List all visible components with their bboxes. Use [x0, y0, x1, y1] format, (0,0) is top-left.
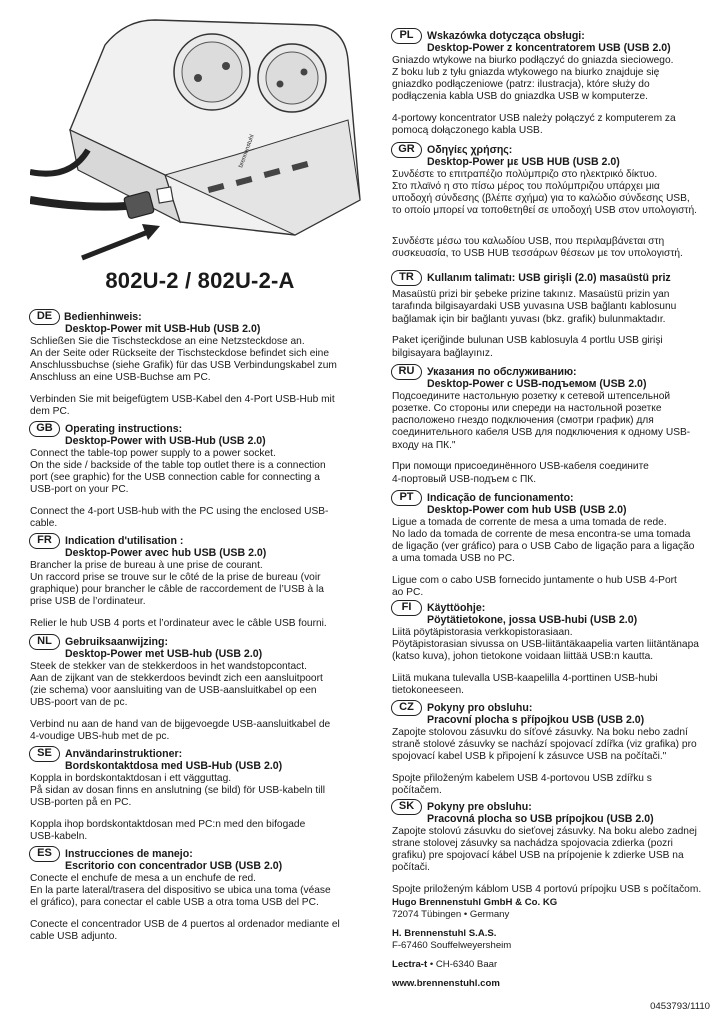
text-line: Connect the 4-port USB-hub with the PC using the enclosed USB- [30, 506, 329, 518]
section-heading: Kullanım talimatı: USB girişli (2.0) masaüstü priz [427, 271, 671, 284]
text-line: On the side / backside of the table top outlet there is a connection [30, 459, 326, 471]
text-line: An der Seite oder Rückseite der Tischsteckdose befindet sich eine [30, 347, 329, 359]
company-address-fr: F-67460 Souffelweyersheim [392, 940, 512, 951]
section-subheading: Pracovná plocha so USB prípojkou (USB 2.0) [427, 813, 654, 825]
text-line: dem PC. [30, 406, 70, 418]
section-heading: Pokyny pro obsluhu: [427, 701, 533, 714]
language-badge-sk: SK [391, 799, 422, 815]
text-line: 4-портовый USB-подъем с ПК. [392, 473, 537, 485]
section-fi [392, 598, 712, 697]
section-fr [30, 531, 370, 630]
text-line: соединительного кабеля USB для подключения к одному USB- [392, 427, 691, 439]
text-line: Συνδέστε μέσω του καλωδίου USB, που περιλαμβάνεται στη [392, 235, 665, 247]
text-line: Anschlussbuchse (siehe Grafik) für das USB Verbindungskabel zum [30, 360, 337, 372]
text-line: bağlamak için bir bağlantı yuvası (bkz. grafik) bulunmaktadır. [392, 313, 666, 325]
language-badge-gb: GB [29, 421, 60, 437]
text-line: το οποίο μπορεί να τοποθετηθεί σε υποδοχή USB στον υπολογιστή. [392, 205, 697, 217]
section-se [30, 744, 370, 843]
section-gb [30, 419, 370, 531]
text-line: Masaüstü prizi bir şebeke prizine takınız. Masaüstü prizin yan [392, 289, 670, 300]
text-line: Koppla ihop bordskontaktdosan med PC:n med den bifogade [30, 818, 306, 830]
text-line: Στο πλαϊνό η στο πίσω μέρος του πολύμπριζου υπάρχει μια [392, 180, 660, 192]
section-subheading: Pöytätietokone, jossa USB-hubi (USB 2.0) [427, 614, 638, 626]
text-line: počítači. [392, 862, 430, 874]
text-line: ao PC. [392, 587, 424, 599]
product-title: 802U-2 / 802U-2-A [105, 268, 295, 293]
section-subheading: Bordskontaktdosa med USB-Hub (USB 2.0) [65, 760, 283, 772]
company-address-ch: • CH-6340 Baar [427, 959, 498, 970]
text-line: strane stolovej zásuvky sa nachádza spojovacia zdierka (pozri [392, 837, 673, 849]
text-line: cable USB adjunto. [30, 931, 118, 943]
text-line: υποδοχή σύνδεσης (βλέπε σχήμα) για το καλώδιο σύνδεσης USB, [392, 193, 690, 205]
text-line: (zie schema) voor aansluiting van de USB-aansluitkabel op een [30, 685, 317, 697]
text-line: При помощи присоединённого USB-кабеля соедините [392, 461, 649, 473]
text-line: Paket içeriğinde bulunan USB kablosuyla 4 portlu USB girişi [392, 335, 663, 347]
text-line: UBS-poort van de pc. [30, 697, 128, 709]
text-line: Conecte el enchufe de mesa a un enchufe de red. [30, 872, 256, 884]
section-heading: Wskazówka dotycząca obsługi: [427, 29, 585, 42]
text-line: Zapojte stolovú zásuvku do sieťovej zásuvky. Na boku alebo zadnej [392, 825, 697, 837]
section-nl [30, 632, 370, 744]
section-heading: Käyttöohje: [427, 601, 486, 614]
text-line: Brancher la prise de bureau à une prise de courant. [30, 559, 263, 571]
text-line: Z boku lub z tyłu gniazda wtykowego na biurko znajduje się [392, 66, 660, 78]
language-badge-cz: CZ [391, 700, 422, 716]
section-heading: Indication d'utilisation : [65, 534, 184, 547]
language-badge-es: ES [29, 846, 60, 862]
section-subheading: Desktop-Power z koncentratorem USB (USB 2.0) [427, 42, 671, 54]
section-gr [392, 140, 712, 260]
section-heading: Gebruiksaanwijzing: [65, 635, 169, 648]
text-line: розетке. Со стороны или спереди на настольной розетке [392, 402, 662, 414]
text-line: Liitä pöytäpistorasia verkkopistorasiaan. [392, 626, 573, 638]
company-info [392, 897, 712, 990]
text-line: Conecte el concentrador USB de 4 puertos al ordenador mediante el [30, 918, 340, 930]
text-line: pomocą dołączonego kabla USB. [392, 125, 543, 137]
text-line: el gráfico), para conectar el cable USB a otra toma USB del PC. [30, 897, 319, 909]
language-badge-ru: RU [391, 364, 422, 380]
section-heading: Οδηγίες χρήσης: [427, 143, 513, 156]
text-line: spojovací kabel USB k připojení k zásuvce USB na počítači." [392, 751, 667, 763]
text-line: Gniazdo wtykowe na biurko podłączyć do gniazda sieciowego. [392, 54, 674, 66]
text-line: Koppla in bordskontaktdosan i ett vägguttag. [30, 772, 232, 784]
text-line: Anschluss an eine USB-Buchse am PC. [30, 372, 211, 384]
text-line: Zapojte stolovou zásuvku do síťové zásuvky. Na boku nebo zadní [392, 726, 688, 738]
section-heading: Указания по обслуживанию: [427, 365, 577, 378]
text-line: grafiku) pre spojovací kábel USB na prípojenie k zdierke USB na [392, 850, 684, 862]
section-subheading: Desktop-Power с USB-подъемом (USB 2.0) [427, 378, 647, 390]
section-es [30, 844, 370, 943]
section-sk [392, 797, 712, 896]
text-line: συσκευασία, το USB HUB τεσσάρων θέσεων με τον υπολογιστή. [392, 247, 683, 259]
text-line: USB-port on your PC. [30, 484, 129, 496]
language-badge-tr: TR [391, 270, 422, 286]
text-line: Connect the table-top power supply to a power socket. [30, 447, 276, 459]
section-subheading: Desktop-Power avec hub USB (USB 2.0) [65, 547, 267, 559]
section-subheading: Desktop-Power met USB-hub (USB 2.0) [65, 648, 263, 660]
language-badge-nl: NL [29, 634, 60, 650]
brand-mark: brennenstuhl [238, 134, 256, 169]
text-line: prise USB de l’ordinateur. [30, 596, 146, 608]
section-heading: Indicação de funcionamento: [427, 491, 574, 504]
text-line: Spojte priloženým káblom USB 4 portovú prípojku USB s počítačom. [392, 884, 702, 896]
text-line: Un raccord prise se trouve sur le côté de la prise de bureau (voir [30, 571, 321, 583]
language-badge-gr: GR [391, 142, 422, 158]
section-heading: Operating instructions: [65, 422, 183, 435]
language-badge-fi: FI [391, 600, 422, 616]
section-heading: Pokyny pre obsluhu: [427, 800, 532, 813]
text-line: 4-voudige UBS-hub met de pc. [30, 731, 170, 743]
text-line: Schließen Sie die Tischsteckdose an eine Netzsteckdose an. [30, 335, 305, 347]
section-heading: Instrucciones de manejo: [65, 847, 193, 860]
text-line: (katso kuva), johon tietokone voidaan liittää USB:n kautta. [392, 651, 654, 663]
text-line: graphique) pour brancher le câble de raccordement de l’USB à la [30, 584, 324, 596]
text-line: 4-portowy koncentrator USB należy połączyć z komputerem za [392, 113, 676, 125]
company-website: www.brennenstuhl.com [392, 978, 500, 989]
section-de [30, 307, 370, 419]
language-badge-pt: PT [391, 490, 422, 506]
text-line: tietokoneeseen. [392, 685, 464, 697]
section-cz [392, 698, 712, 797]
section-pl [392, 26, 712, 138]
language-badge-pl: PL [391, 28, 422, 44]
section-ru [392, 362, 712, 486]
text-line: расположено гнездо подключения (смотри график) для [392, 415, 654, 427]
section-tr [392, 268, 712, 360]
language-badge-fr: FR [29, 533, 60, 549]
section-subheading: Desktop-Power mit USB-Hub (USB 2.0) [65, 323, 261, 335]
company-name-de: Hugo Brennenstuhl GmbH & Co. KG [392, 897, 558, 908]
text-line: Pöytäpistorasian sivussa on USB-liitäntäkaapelia varten liitäntänapa [392, 638, 699, 650]
text-line: USB-porten på en PC. [30, 797, 132, 809]
text-line: En la parte lateral/trasera del dispositivo se ubica una toma (véase [30, 884, 331, 896]
section-subheading: Escritorio con concentrador USB (USB 2.0) [65, 860, 283, 872]
text-line: Steek de stekker van de stekkerdoos in het wandstopcontact. [30, 660, 307, 672]
text-line: Aan de zijkant van de stekkerdoos bevindt zich een aansluitpoort [30, 672, 323, 684]
text-line: USB-kabeln. [30, 831, 88, 843]
section-subheading: Pracovní plocha s přípojkou USB (USB 2.0) [427, 714, 645, 726]
section-heading: Bedienhinweis: [64, 310, 142, 323]
section-heading: Användarinstruktioner: [65, 747, 183, 760]
text-line: de ligação (ver gráfico) para o USB Cabo de ligação para a ligação [392, 541, 695, 553]
text-line: Liitä mukana tulevalla USB-kaapelilla 4-porttinen USB-hubi [392, 672, 658, 684]
text-line: Relier le hub USB 4 ports et l’ordinateur avec le câble USB fourni. [30, 618, 327, 630]
text-line: tarafında bilgisayardaki USB yuvasına USB bağlantı kablosunu [392, 301, 677, 313]
text-line: gniazdko podłączeniowe (patrz: ilustracja), które służy do [392, 79, 650, 91]
text-line: bilgisayara bağlayınız. [392, 347, 493, 359]
language-badge-se: SE [29, 746, 60, 762]
company-address-de: 72074 Tübingen • Germany [392, 909, 510, 920]
text-line: port (see graphic) for the USB connection cable for connecting a [30, 472, 320, 484]
text-line: Подсоедините настольную розетку к сетевой штепсельной [392, 390, 671, 402]
text-line: cable. [30, 518, 58, 530]
text-line: a uma tomada USB no PC. [392, 553, 515, 565]
company-name-ch: Lectra-t [392, 959, 428, 970]
text-line: No lado da tomada de corrente de mesa encontra-se uma tomada [392, 528, 691, 540]
text-line: straně stolové zásuvky se nachází spojovací zdířka (viz grafika) pro [392, 738, 697, 750]
document-number: 0453793/1110 [650, 1001, 710, 1012]
text-line: podłączenia kabla USB do gniazdka USB w komputerze. [392, 91, 648, 103]
language-badge-de: DE [29, 309, 60, 325]
section-subheading: Desktop-Power com hub USB (USB 2.0) [427, 504, 627, 516]
section-subheading: Desktop-Power με USB HUB (USB 2.0) [427, 156, 620, 168]
text-line: Verbind nu aan de hand van de bijgevoegde USB-aansluitkabel de [30, 719, 331, 731]
company-name-fr: H. Brennenstuhl S.A.S. [392, 928, 497, 939]
text-line: počítačem. [392, 785, 442, 797]
text-line: входу на ПК." [392, 439, 456, 451]
text-line: Verbinden Sie mit beigefügtem USB-Kabel den 4-Port USB-Hub mit [30, 394, 335, 406]
text-line: Spojte přiloženým kabelem USB 4-portovou USB zdířku s [392, 772, 652, 784]
section-subheading: Desktop-Power with USB-Hub (USB 2.0) [65, 435, 266, 447]
product-illustration [30, 0, 370, 262]
text-line: På sidan av dosan finns en anslutning (se bild) för USB-kabeln till [30, 784, 326, 796]
section-pt [392, 488, 712, 600]
text-line: Συνδέστε το επιτραπέζιο πολύμπριζο στο ηλεκτρικό δίκτυο. [392, 168, 658, 180]
text-line: Ligue com o cabo USB fornecido juntamente o hub USB 4-Port [392, 575, 677, 587]
text-line: Ligue a tomada de corrente de mesa a uma tomada de rede. [392, 516, 667, 528]
